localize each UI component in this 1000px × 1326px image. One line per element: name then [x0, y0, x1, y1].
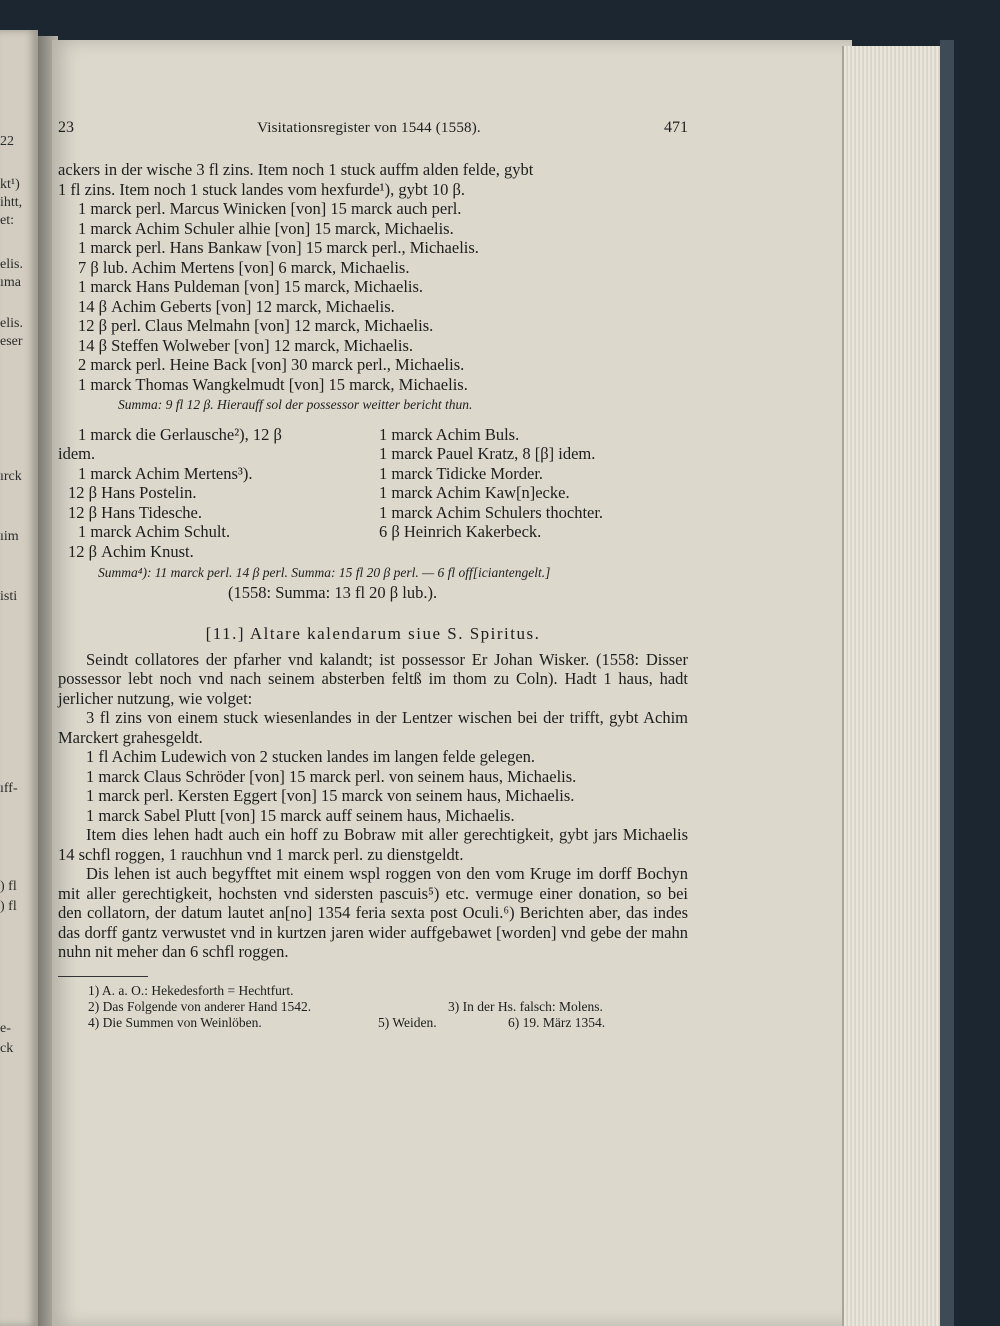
- column-right: [379, 425, 688, 562]
- summa-line: (1558: Summa: 13 fl 20 β lub.).: [228, 582, 438, 602]
- header-title: Visitationsregister von 1544 (1558).: [257, 120, 481, 136]
- column-entry: 1 marck Achim Mertens³).: [78, 463, 253, 483]
- footnote-rule: [58, 976, 148, 977]
- margin-fragment: ıim: [0, 529, 19, 544]
- paragraph: 1 marck Claus Schröder [von] 15 marck perl. von seinem haus, Michaelis.: [86, 766, 577, 786]
- margin-fragment: ırck: [0, 469, 22, 484]
- margin-fragment: 22: [0, 134, 14, 149]
- footnote: 5) Weiden.: [378, 1014, 437, 1030]
- page-edges: [842, 46, 952, 1326]
- paragraph: 1 fl Achim Ludewich von 2 stucken landes im langen felde gelegen.: [86, 747, 536, 766]
- book-cover-edge: [940, 40, 954, 1326]
- entry-line: 1 marck perl. Marcus Winicken [von] 15 marck auch perl.: [78, 199, 462, 218]
- footnote-row: [88, 983, 688, 999]
- margin-fragment: eser: [0, 334, 23, 349]
- column-entry: 1 marck Achim Schulers thochter.: [378, 502, 604, 522]
- section-heading: [11.] Altare kalendarum siue S. Spiritus.: [205, 624, 541, 643]
- footnote: 1) A. a. O.: Hekedesforth = Hechtfurt.: [88, 982, 294, 998]
- entry-line: 14 β Achim Geberts [von] 12 marck, Michaelis.: [78, 296, 395, 316]
- paragraph: 1 marck Sabel Plutt [von] 15 marck auff seinem haus, Michaelis.: [86, 805, 515, 825]
- column-entry: 6 β Heinrich Kakerbeck.: [378, 522, 542, 541]
- column-entry: 12 β Achim Knust.: [68, 541, 194, 561]
- footnote: 3) In der Hs. falsch: Molens.: [448, 998, 603, 1014]
- column-entry: 1 marck Pauel Kratz, 8 [β] idem.: [378, 444, 596, 463]
- summa-line: Summa: 9 fl 12 β. Hierauff sol der possessor weitter bericht thun.: [118, 397, 473, 412]
- column-entry: 1 marck Tidicke Morder.: [378, 463, 544, 483]
- footnote-row: [88, 999, 688, 1015]
- footnote: 2) Das Folgende von anderer Hand 1542.: [88, 998, 312, 1014]
- intro-line: ackers in der wische 3 fl zins. Item noch 1 stuck auffm alden felde, gybt: [58, 160, 534, 179]
- paragraph: Dis lehen ist auch begyfftet mit einem wspl roggen von den vom Kruge im dorff Bochyn mit aller gerechtigkeit, hochsten vnd sidersten pascuis⁵) etc. vermuge einer donation, so bei den collatorn, der datum lautet an[no] 1354 feria sexta post Oculi.⁶) Berichten aber, das indes das dorff gantz verwustet vnd in kurtzen jaren wider auffgebawet [worden] vnd gebe der mahn nuhn nit meher dan 6 schfl roggen.: [58, 864, 688, 961]
- column-entry: 1 marck Achim Buls.: [378, 424, 520, 444]
- margin-fragment: elis.: [0, 316, 23, 331]
- footnote-row: [88, 1015, 688, 1031]
- paragraph: Seindt collatores der pfarher vnd kalandt; ist possessor Er Johan Wisker. (1558: Disser possessor lebt noch vnd nach seinem absterben feltß im thom zu Coln). Hadt 1 haus, hadt jerlicher nutzung, wie volget:: [58, 649, 688, 708]
- margin-fragment: isti: [0, 589, 18, 604]
- footnote: 4) Die Summen von Weinlöben.: [88, 1014, 262, 1030]
- summa-line: Summa⁴): 11 marck perl. 14 β perl. Summa: 15 fl 20 β perl. — 6 fl off[iciantengelt.]: [98, 565, 551, 580]
- paragraph: 3 fl zins von einem stuck wiesenlandes in der Lentzer wischen bei der trifft, gybt Achim Marckert grahesgeldt.: [58, 708, 688, 747]
- column-entry: 12 β Hans Tidesche.: [68, 502, 202, 522]
- footnote: 6) 19. März 1354.: [508, 1014, 606, 1030]
- margin-fragment: et:: [0, 213, 14, 228]
- entry-line: 14 β Steffen Wolweber [von] 12 marck, Michaelis.: [78, 335, 413, 355]
- entry-line: 12 β perl. Claus Melmahn [von] 12 marck, Michaelis.: [78, 316, 434, 335]
- column-entry: 12 β Hans Postelin.: [68, 483, 197, 502]
- entry-line: 2 marck perl. Heine Back [von] 30 marck perl., Michaelis.: [78, 355, 465, 374]
- intro-line: 1 fl zins. Item noch 1 stuck landes vom hexfurde¹), gybt 10 β.: [58, 179, 465, 199]
- running-header: [58, 118, 688, 138]
- margin-fragment: ) fl: [0, 899, 17, 914]
- margin-fragment: ck: [0, 1041, 14, 1056]
- margin-fragment: ıff-: [0, 781, 18, 796]
- margin-fragment: ihtt,: [0, 195, 23, 210]
- entry-line: 1 marck perl. Hans Bankaw [von] 15 marck perl., Michaelis.: [78, 238, 479, 257]
- margin-fragment: kt¹): [0, 177, 20, 192]
- page-content: [58, 118, 688, 1031]
- column-entry: 1 marck Achim Schult.: [78, 522, 231, 541]
- entry-line: 7 β lub. Achim Mertens [von] 6 marck, Michaelis.: [78, 257, 410, 277]
- margin-fragment: ıma: [0, 275, 21, 290]
- paragraph: Item dies lehen hadt auch ein hoff zu Bobraw mit aller gerechtigkeit, gybt jars Michaelis 14 schfl roggen, 1 rauchhun vnd 1 marck perl. zu dienstgeldt.: [58, 825, 688, 864]
- margin-fragment: elis.: [0, 257, 23, 272]
- two-column-list: [58, 425, 688, 562]
- margin-fragment: ) fl: [0, 879, 17, 894]
- column-entry: 1 marck die Gerlausche²), 12 β: [78, 424, 282, 444]
- header-left-number: 23: [58, 119, 74, 136]
- entry-line: 1 marck Hans Puldeman [von] 15 marck, Michaelis.: [78, 277, 424, 296]
- entries-list: [58, 199, 688, 394]
- column-entry: idem.: [58, 444, 96, 463]
- margin-fragment: e-: [0, 1021, 11, 1036]
- footnotes: [58, 983, 688, 1031]
- column-left: [58, 425, 379, 562]
- column-entry: 1 marck Achim Kaw[n]ecke.: [378, 483, 570, 502]
- adjacent-page-strip: [0, 30, 38, 1326]
- entry-line: 1 marck Thomas Wangkelmudt [von] 15 marck, Michaelis.: [78, 374, 468, 394]
- paragraph: 1 marck perl. Kersten Eggert [von] 15 marck von seinem haus, Michaelis.: [86, 786, 575, 805]
- entry-line: 1 marck Achim Schuler alhie [von] 15 marck, Michaelis.: [78, 218, 454, 238]
- page-number: 471: [664, 119, 688, 136]
